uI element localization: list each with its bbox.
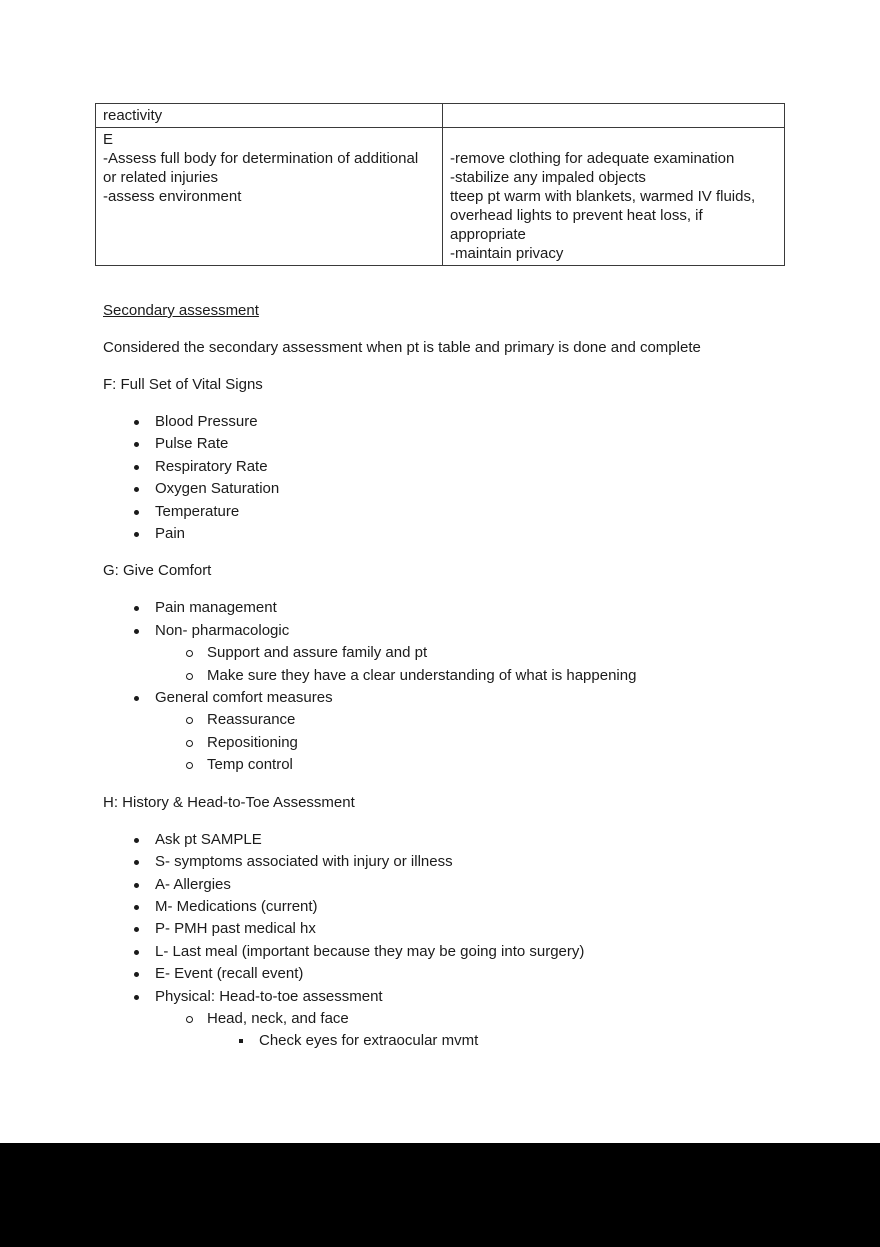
section-h-title: H: History & Head-to-Toe Assessment (103, 793, 355, 811)
circle-bullet-icon (186, 650, 193, 657)
list-item (103, 1030, 785, 1052)
list-item-text: Head, neck, and face (207, 1009, 349, 1027)
list-item-text: Pulse Rate (155, 435, 229, 453)
table-row (96, 128, 784, 265)
list-item-text: Make sure they have a clear understanding of what is happening (207, 666, 637, 684)
section-g-title: G: Give Comfort (103, 562, 212, 580)
list-item (103, 941, 785, 963)
section-f-list (103, 411, 785, 545)
list-item (103, 732, 785, 754)
table-cell-text (450, 130, 776, 149)
list-item (103, 851, 785, 873)
assessment-table (95, 103, 785, 266)
list-item-text: Pain (155, 525, 186, 543)
list-item (103, 501, 785, 523)
list-item-text: General comfort measures (155, 689, 333, 707)
table-cell-text: E (103, 131, 114, 148)
list-item-text: Check eyes for extraocular mvmt (259, 1032, 479, 1050)
table-cell-text: tteep pt warm with blankets, warmed IV fluids, overhead lights to prevent heat loss, if appropriate (450, 188, 756, 243)
section-h-list (103, 829, 785, 1053)
list-item-text: Oxygen Saturation (155, 480, 280, 498)
table-cell-text: -remove clothing for adequate examination (450, 150, 735, 167)
list-item-text: Reassurance (207, 711, 296, 729)
table-cell-text: -Assess full body for determination of additional or related injuries (103, 150, 419, 186)
section-g-list (103, 597, 785, 776)
list-item (103, 687, 785, 709)
list-item-text: Repositioning (207, 733, 298, 751)
bullet-icon (134, 905, 139, 910)
list-item (103, 1008, 785, 1030)
list-item (103, 709, 785, 731)
list-item (103, 829, 785, 851)
list-item (103, 620, 785, 642)
list-item-text: Respiratory Rate (155, 457, 268, 475)
list-item-text: A- Allergies (155, 875, 231, 893)
bullet-icon (134, 487, 139, 492)
bullet-icon (134, 629, 139, 634)
circle-bullet-icon (186, 1016, 193, 1023)
list-item (103, 597, 785, 619)
list-item-text: Physical: Head-to-toe assessment (155, 987, 383, 1005)
table-cell-text: -maintain privacy (450, 245, 564, 262)
bullet-icon (134, 838, 139, 843)
bullet-icon (134, 420, 139, 425)
circle-bullet-icon (186, 740, 193, 747)
list-item (103, 411, 785, 433)
bullet-icon (134, 860, 139, 865)
table-cell-reactivity (96, 104, 443, 127)
list-item-text: Temp control (207, 756, 293, 774)
section-f-title: F: Full Set of Vital Signs (103, 376, 263, 393)
bullet-icon (134, 950, 139, 955)
list-item-text: Temperature (155, 502, 240, 520)
list-item (103, 918, 785, 940)
list-item-text: L- Last meal (important because they may be going into surgery) (155, 942, 585, 960)
list-item-text: S- symptoms associated with injury or illness (155, 853, 453, 871)
list-item (103, 665, 785, 687)
bullet-icon (134, 696, 139, 701)
list-item-text: E- Event (recall event) (155, 965, 304, 983)
list-item (103, 478, 785, 500)
list-item-text: M- Medications (current) (155, 897, 318, 915)
table-cell-empty (443, 104, 784, 127)
list-item (103, 642, 785, 664)
list-item-text: Ask pt SAMPLE (155, 830, 262, 848)
bullet-icon (134, 442, 139, 447)
list-item (103, 963, 785, 985)
table-cell-interventions (443, 128, 784, 265)
section-heading: Secondary assessment (103, 302, 259, 319)
bullet-icon (134, 606, 139, 611)
list-item-text: Non- pharmacologic (155, 621, 290, 639)
intro-paragraph: Considered the secondary assessment when pt is table and primary is done and complete (103, 339, 701, 356)
circle-bullet-icon (186, 673, 193, 680)
list-item (103, 754, 785, 776)
bullet-icon (134, 532, 139, 537)
bullet-icon (134, 995, 139, 1000)
list-item (103, 456, 785, 478)
document-content (95, 300, 785, 1053)
bullet-icon (134, 465, 139, 470)
table-cell-text (450, 106, 776, 125)
square-bullet-icon (239, 1039, 243, 1043)
list-item (103, 523, 785, 545)
table-cell-text: reactivity (103, 107, 163, 124)
table-row (96, 104, 784, 128)
circle-bullet-icon (186, 717, 193, 724)
bullet-icon (134, 927, 139, 932)
list-item (103, 874, 785, 896)
table-cell-text: -assess environment (103, 188, 242, 205)
list-item (103, 896, 785, 918)
page-end-black-area (0, 1143, 880, 1247)
table-cell-text: -stabilize any impaled objects (450, 169, 646, 186)
list-item (103, 986, 785, 1008)
bullet-icon (134, 883, 139, 888)
list-item-text: Blood Pressure (155, 413, 258, 430)
list-item-text: Support and assure family and pt (207, 644, 428, 662)
list-item-text: Pain management (155, 599, 277, 617)
circle-bullet-icon (186, 762, 193, 769)
list-item (103, 433, 785, 455)
list-item-text: P- PMH past medical hx (155, 920, 316, 938)
bullet-icon (134, 510, 139, 515)
table-cell-exposure (96, 128, 443, 265)
bullet-icon (134, 972, 139, 977)
